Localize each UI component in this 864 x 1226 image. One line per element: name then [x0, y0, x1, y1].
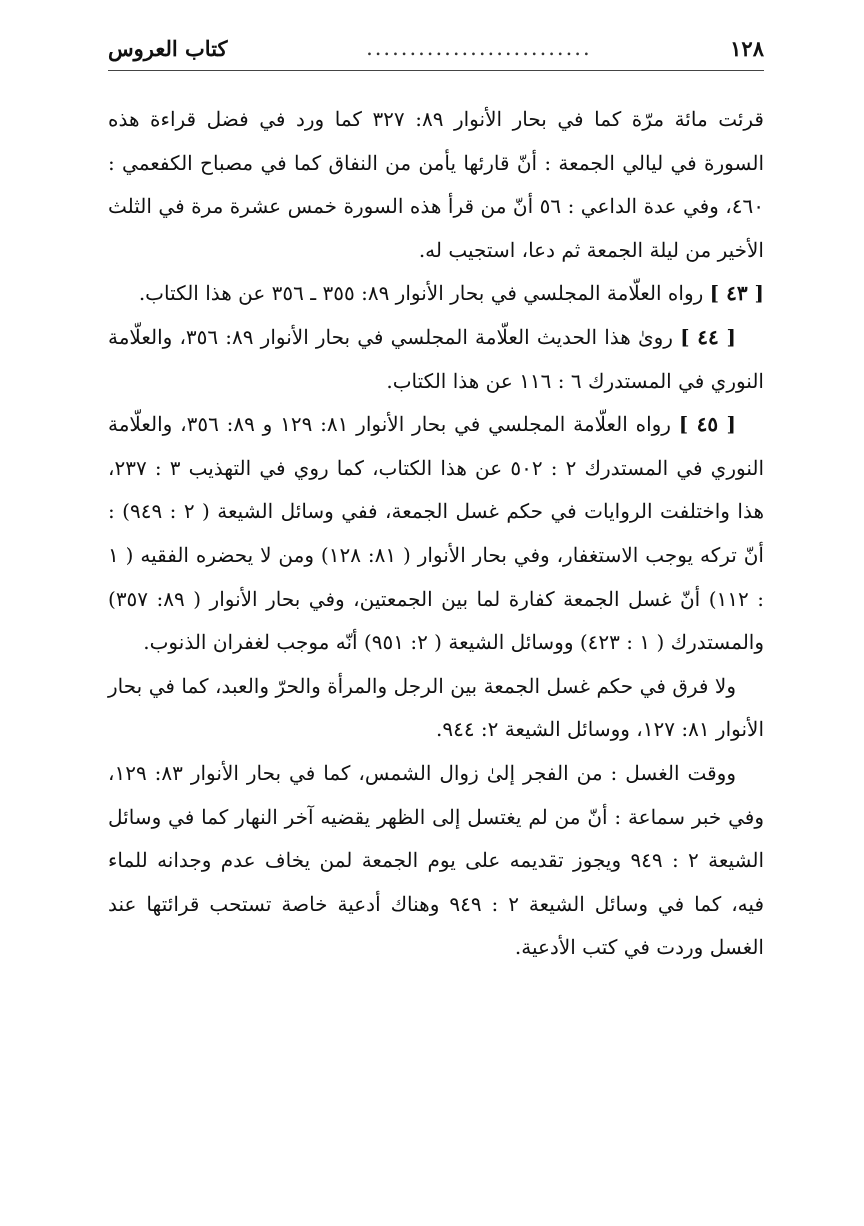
header-leader-dots: .......................... — [366, 36, 592, 60]
book-title: كتاب العروس — [108, 35, 228, 61]
paragraph-ghusl-equality — [108, 665, 764, 752]
paragraph-note-43 — [108, 272, 764, 316]
header-divider — [108, 70, 764, 71]
note-number: [ ٤٣ ] — [709, 281, 764, 306]
note-number: [ ٤٥ ] — [678, 412, 736, 437]
page-header — [108, 30, 764, 66]
page-number: ١٢٨ — [730, 35, 764, 61]
paragraph-text: ووقت الغسل : من الفجر إلىٰ زوال الشمس، كما في بحار الأنوار ٨٣: ١٢٩، وفي خبر سماعة : أنّ من لم يغتسل إلى الظهر يقضيه آخر النهار كما في وسائل الشيعة ٢ : ٩٤٩ ويجوز تقديمه على يوم الجمعة لمن يخاف عدم وجدانه للماء فيه، كما في وسائل الشيعة ٢ : ٩٤٩ وهناك أدعية خاصة تستحب قرائتها عند الغسل وردت في كتب الأدعية. — [108, 760, 765, 960]
paragraph-text: روىٰ هذا الحديث العلّامة المجلسي في بحار الأنوار ٨٩: ٣٥٦، والعلّامة النوري في المستدرك ٦ : ١١٦ عن هذا الكتاب. — [108, 324, 764, 393]
paragraph-text: قرئت مائة مرّة كما في بحار الأنوار ٨٩: ٣٢٧ كما ورد في فضل قراءة هذه السورة في ليالي الجمعة : أنّ قارئها يأمن من النفاق كما في مصباح الكفعمي : ٤٦٠، وفي عدة الداعي : ٥٦ أنّ من قرأ هذه السورة خمس عشرة مرة في الثلث الأخير من ليلة الجمعة ثم دعا، استجيب له. — [108, 107, 764, 262]
paragraph-text: رواه العلّامة المجلسي في بحار الأنوار ٨١: ١٢٩ و ٨٩: ٣٥٦، والعلّامة النوري في المستدرك ٢ : ٥٠٢ عن هذا الكتاب، كما روي في التهذيب ٣ : ٢٣٧، هذا واختلفت الروايات في حكم غسل الجمعة، ففي وسائل الشيعة ( ٢ : ٩٤٩) : أنّ تركه يوجب الاستغفار، وفي بحار الأنوار ( ٨١: ١٢٨) ومن لا يحضره الفقيه ( ١ : ١١٢) أنّ غسل الجمعة كفارة لما بين الجمعتين، وفي بحار الأنوار ( ٨٩: ٣٥٧) والمستدرك ( ١ : ٤٢٣) ووسائل الشيعة ( ٢: ٩٥١) أنّه موجب لغفران الذنوب. — [108, 412, 765, 655]
paragraph-text: رواه العلّامة المجلسي في بحار الأنوار ٨٩: ٣٥٥ ـ ٣٥٦ عن هذا الكتاب. — [138, 281, 704, 306]
paragraph-note-45 — [108, 403, 764, 665]
paragraph-note-44 — [108, 316, 764, 403]
page-body — [108, 98, 764, 970]
paragraph-text: ولا فرق في حكم غسل الجمعة بين الرجل والمرأة والحرّ والعبد، كما في بحار الأنوار ٨١: ١٢٧، ووسائل الشيعة ٢: ٩٤٤. — [108, 673, 764, 742]
paragraph-ghusl-time — [108, 752, 764, 970]
note-number: [ ٤٤ ] — [680, 324, 736, 349]
paragraph-intro — [108, 98, 764, 272]
